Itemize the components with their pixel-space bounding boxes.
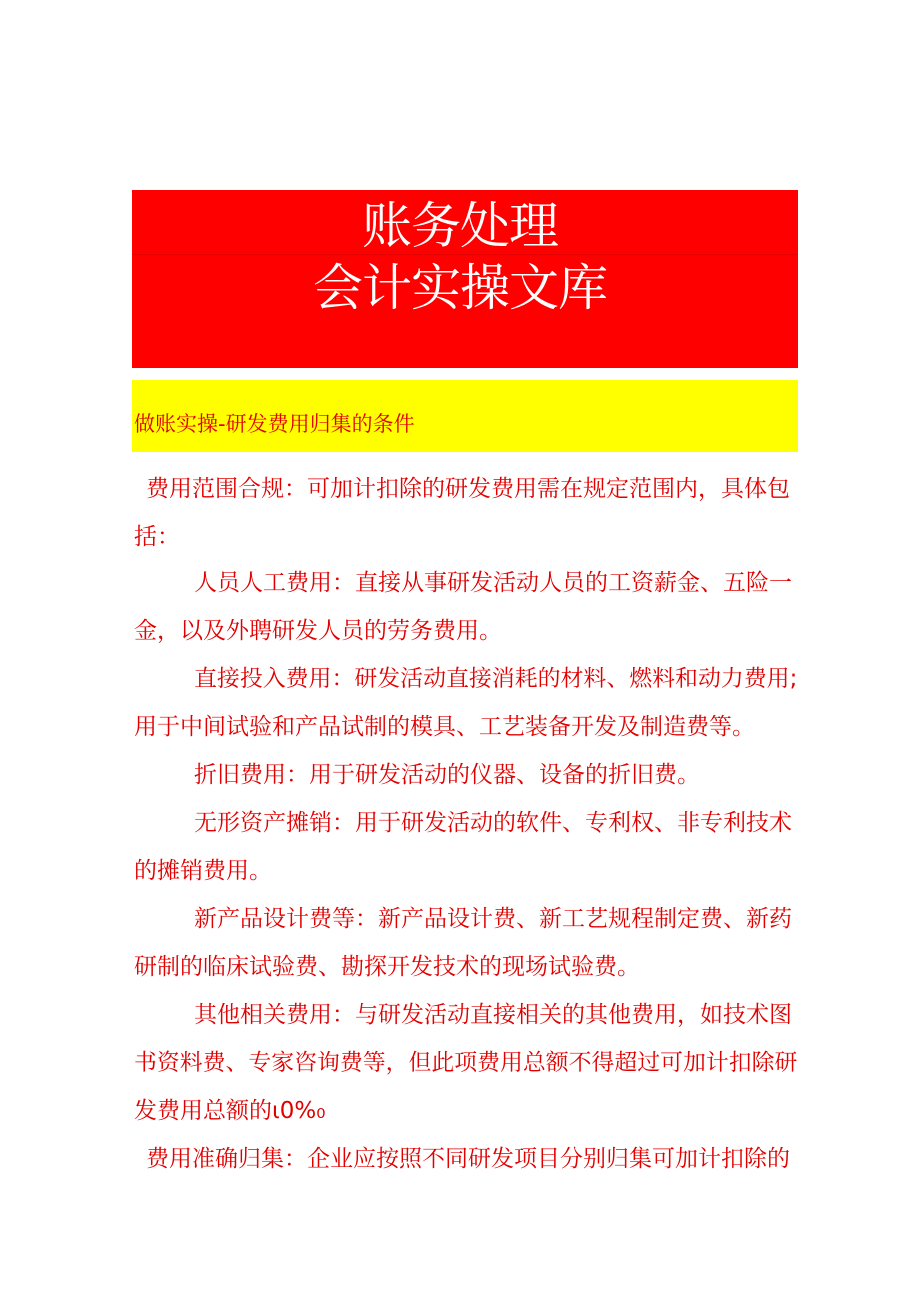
subtitle-text: 做账实操-研发费用归集的条件 <box>134 412 415 436</box>
para-other-line2: 书资料费、专家咨询费等，但此项费用总额不得超过可加计扣除研 <box>134 1050 798 1076</box>
banner-title-line2: 会计实操文库 <box>313 259 607 317</box>
subtitle-bar <box>132 380 798 452</box>
para-other-line3: 发费用总额的ι0%₀ <box>134 1098 326 1124</box>
para-scope-line1: 费用范围合规：可加计扣除的研发费用需在规定范围内，具体包 <box>146 476 790 502</box>
para-direct-line1: 直接投入费用：研发活动直接消耗的材料、燃料和动力费用; <box>194 666 798 692</box>
para-design-line1: 新产品设计费等：新产品设计费、新工艺规程制定费、新药 <box>194 906 792 932</box>
para-scope-line2: 括： <box>134 524 180 550</box>
para-design-line2: 研制的临床试验费、勘探开发技术的现场试验费。 <box>134 954 640 980</box>
banner-title-line1: 账务处理 <box>362 197 558 255</box>
para-direct-line2: 用于中间试验和产品试制的模具、工艺装备开发及制造费等。 <box>134 714 755 740</box>
para-other-line1: 其他相关费用：与研发活动直接相关的其他费用，如技术图 <box>194 1002 792 1028</box>
para-amortization-line1: 无形资产摊销：用于研发活动的软件、专利权、非专利技术 <box>194 810 792 836</box>
para-personnel-line1: 人员人工费用：直接从事研发活动人员的工资薪金、五险一 <box>194 570 792 596</box>
para-depreciation-line1: 折旧费用：用于研发活动的仪器、设备的折旧费。 <box>194 762 700 788</box>
para-personnel-line2: 金，以及外聘研发人员的劳务费用。 <box>134 618 502 644</box>
para-amortization-line2: 的摊销费用。 <box>134 858 272 884</box>
para-accurate-line1: 费用准确归集：企业应按照不同研发项目分别归集可加计扣除的 <box>146 1146 790 1172</box>
